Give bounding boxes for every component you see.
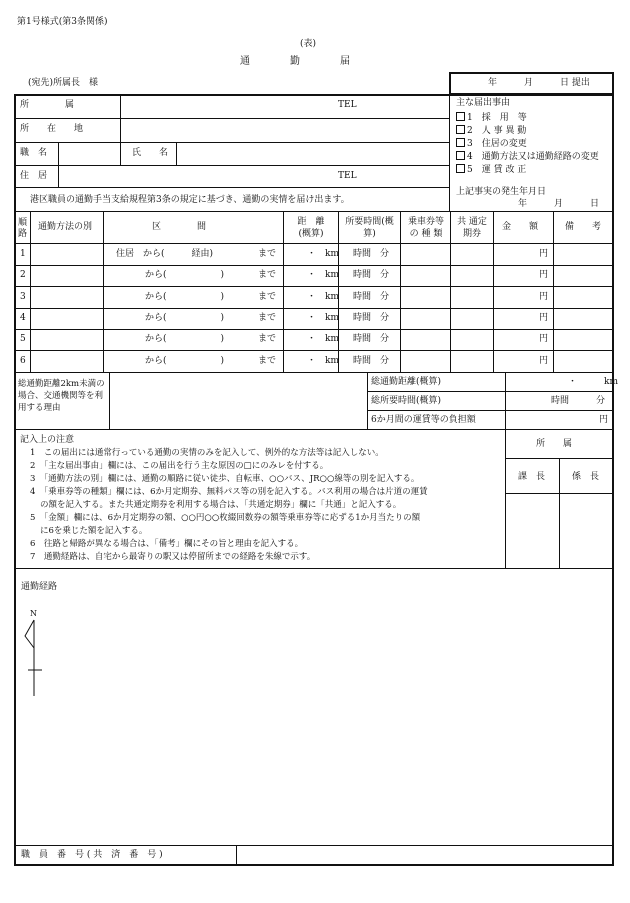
row-to: まで [258,356,277,366]
row-to: まで [258,313,277,323]
row-to: まで [258,249,277,259]
row-yen[interactable]: 円 [539,334,549,344]
row-number: 3 [20,292,26,302]
row-time[interactable]: 時間 分 [353,270,390,280]
row-time[interactable]: 時間 分 [353,249,390,259]
row-time[interactable]: 時間 分 [353,334,390,344]
affiliation-field[interactable] [122,96,322,116]
row-yen[interactable]: 円 [539,292,549,302]
name-label: 氏 名 [132,148,169,158]
position-field[interactable] [60,144,118,163]
chief-stamp-field[interactable] [507,495,557,566]
row-from[interactable]: から( ) [145,292,225,302]
tel-label-2: TEL [338,171,357,181]
row-distance[interactable]: ・ km [307,270,339,280]
row-time[interactable]: 時間 分 [353,313,390,323]
route-map-area[interactable] [60,575,610,840]
header-method: 通勤方法の別 [38,222,93,232]
row-number: 2 [20,270,26,280]
row-from[interactable]: から( ) [145,334,225,344]
approval-staff: 係 長 [572,472,600,482]
notes-title: 記入上の注意 [20,435,75,445]
note-item: 3 「通勤方法の別」欄には、通勤の順路に従い徒歩、自転車、○○バス、JR○○線等の別を記入する。 [30,474,420,484]
total-distance-label: 総通勤距離(概算) [371,377,442,387]
total-time-value[interactable]: 時間 分 [551,396,606,406]
note-item: 1 この届出には通常行っている通勤の実情のみを記入して、例外的な方法等は記入しない。 [30,448,384,458]
address-field[interactable] [60,167,320,185]
occurrence-label: 上記事実の発生年月日 [456,187,547,197]
row-from[interactable]: 住居 から( 経由) [116,249,214,259]
note-item: に6を乗じた額を記入する。 [40,526,148,536]
route-label: 通勤経路 [21,582,58,592]
under-2km-reason-field[interactable] [111,374,365,427]
location-label: 所 在 地 [20,124,84,134]
row-distance[interactable]: ・ km [307,356,339,366]
note-item: 4 「乗車券等の種類」欄には、6か月定期券、無料パス等の別を記入する。バス利用の場合は片道の運賃 [30,487,428,497]
row-to: まで [258,292,277,302]
under-2km-reason-label: 総通勤距離2km未満の場合、交通機関等を利用する理由 [18,379,105,413]
addressee: (宛先)所属長 様 [28,78,99,88]
row-yen[interactable]: 円 [539,249,549,259]
note-item: 6 往路と帰路が異なる場合は、「備考」欄にその旨と理由を記入する。 [30,539,304,549]
approval-affiliation: 所 属 [536,439,573,449]
occurrence-date: 年 月 日 [518,199,600,209]
row-distance[interactable]: ・ km [307,313,339,323]
reason-item-4[interactable]: 4 通勤方法又は通勤経路の変更 [456,151,599,162]
row-distance[interactable]: ・ km [307,249,339,259]
header-section: 区 間 [152,222,207,232]
note-item: 5 「金額」欄には、6か月定期券の額、○○円○○枚綴回数券の額等乗車券等に応ずる1か月当たりの額 [30,513,421,523]
row-from[interactable]: から( ) [145,270,225,280]
row-time[interactable]: 時間 分 [353,292,390,302]
reason-item-2[interactable]: 2 人 事 異 動 [456,125,526,136]
row-to: まで [258,334,277,344]
reason-item-5[interactable]: 5 運 賃 改 正 [456,164,526,175]
reason-title: 主な届出事由 [456,98,511,108]
note-item: 2 「主な届出事由」欄には、この届出を行う主な原因の□にのみレを付する。 [30,461,329,471]
row-yen[interactable]: 円 [539,356,549,366]
row-from[interactable]: から( ) [145,313,225,323]
row-time[interactable]: 時間 分 [353,356,390,366]
header-time: 所要時間(概算) [345,217,394,239]
row-number: 5 [20,334,26,344]
north-label: N [30,609,37,618]
total-time-label: 総所要時間(概算) [371,396,442,406]
checkbox-icon[interactable] [456,164,465,173]
six-month-cost-label: 6か月間の運賃等の負担額 [371,415,476,425]
row-from[interactable]: から( ) [145,356,225,366]
row-yen[interactable]: 円 [539,313,549,323]
header-amount: 金 額 [502,222,539,232]
row-number: 1 [20,249,26,259]
front-mark: (表) [300,39,317,49]
address-label: 住 居 [20,171,48,181]
header-order: 順路 [17,218,27,239]
location-field[interactable] [122,120,442,140]
checkbox-icon[interactable] [456,138,465,147]
affiliation-label: 所 属 [20,100,75,110]
employee-number-field[interactable] [238,847,610,864]
page-title: 通 勤 届 [240,56,350,67]
header-note: 備 考 [565,222,602,232]
position-label: 職 名 [20,148,48,158]
header-pass: 共 通定期券 [457,217,487,239]
submit-date: 年 月 日 提出 [488,78,590,88]
header-distance: 距 離(概算) [297,217,325,239]
note-item: 7 通勤経路は、自宅から最寄りの駅又は停留所までの経路を朱線で示す。 [30,552,316,562]
checkbox-icon[interactable] [456,125,465,134]
name-field[interactable] [178,144,446,163]
total-distance-value[interactable]: ・ km [568,377,618,387]
row-to: まで [258,270,277,280]
declaration-text: 港区職員の通勤手当支給規程第3条の規定に基づき、通勤の実情を届け出ます。 [30,195,350,205]
tel-label-1: TEL [338,100,357,110]
employee-number-label: 職 員 番 号 ( 共 済 番 号 ) [21,850,163,860]
six-month-cost-value[interactable]: 円 [599,415,609,425]
header-ticket: 乗車券等の 種 類 [407,217,444,239]
row-number: 4 [20,313,26,323]
row-distance[interactable]: ・ km [307,292,339,302]
checkbox-icon[interactable] [456,151,465,160]
form-number: 第1号様式(第3条関係) [17,17,108,27]
approval-chief: 課 長 [518,472,546,482]
staff-stamp-field[interactable] [561,495,612,566]
checkbox-icon[interactable] [456,112,465,121]
row-number: 6 [20,356,26,366]
reason-item-3[interactable]: 3 住居の変更 [456,138,527,149]
north-arrow-icon [22,618,46,698]
row-yen[interactable]: 円 [539,270,549,280]
reason-item-1[interactable]: 1 採 用 等 [456,112,527,123]
row-distance[interactable]: ・ km [307,334,339,344]
note-item: の額を記入する。また共通定期券を利用する場合は、「共通定期券」欄に「共通」と記入する。 [40,500,402,510]
